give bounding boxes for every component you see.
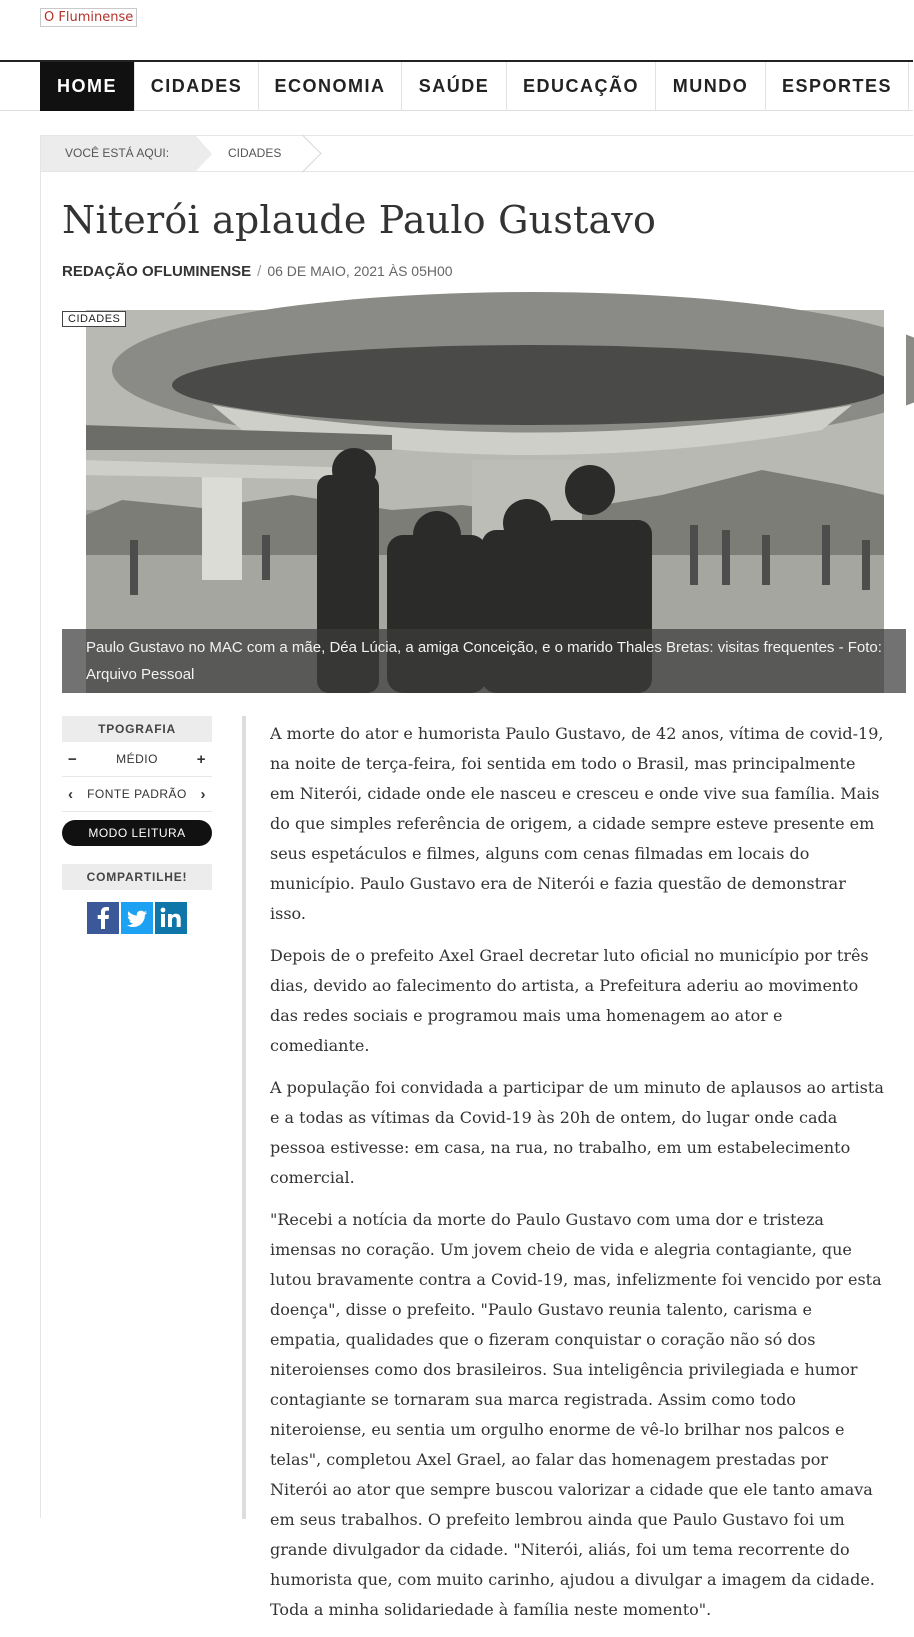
page-title: Niterói aplaude Paulo Gustavo xyxy=(62,198,657,242)
breadcrumb-arrow xyxy=(303,136,321,171)
site-logo[interactable]: O Fluminense xyxy=(40,8,137,27)
article-paragraph: A população foi convidada a participar de um minuto de aplausos ao artista e a todas as vítimas da Covid-19 às 20h de ontem, do lugar onde cada pessoa estivesse: em casa, na rua, no trabalho, em um estabelecimento comercial. xyxy=(270,1078,884,1187)
reading-mode-button[interactable]: MODO LEITURA xyxy=(62,820,212,846)
prev-font-button[interactable]: ‹ xyxy=(68,786,74,803)
byline-separator: / xyxy=(257,263,262,280)
article-paragraph: "Recebi a notícia da morte do Paulo Gustavo com uma dor e tristeza imensas no coração. Um jovem cheio de vida e alegria contagiante, que lutou bravamente contra a Covid-19, mas, infelizmente foi vencido por esta doença", disse o prefeito. "Paulo Gustavo reunia talento, carisma e empatia, qualidades que o fizeram conquistar o coração não só dos niteroienses como dos brasileiros. Sua inteligência privilegiada e humor contagiante se tornaram sua marca registrada. Assim como todo niteroiense, eu sentia um orgulho enorme de vê-lo brilhar nos palcos e telas", completou Axel Grael, ao falar das homenagem prestadas por Niterói ao ator que sempre buscou valorizar a cidade que ele tanto amava em seus trabalhos. O prefeito lembrou ainda que Paulo Gustavo foi um grande divulgador da cidade. "Niterói, aliás, foi um tema recorrente do humorista que, com muito carinho, ajudou a divulgar a imagem da cidade. Toda a minha solidariedade à família neste momento". xyxy=(270,1210,882,1619)
nav-item-educacao[interactable]: EDUCAÇÃO xyxy=(507,62,656,111)
article-author[interactable]: REDAÇÃO OFLUMINENSE xyxy=(62,263,252,280)
main-nav xyxy=(0,60,913,111)
typography-heading: TPOGRAFIA xyxy=(62,716,212,742)
nav-item-home[interactable]: HOME xyxy=(40,62,135,111)
photo-caption: Paulo Gustavo no MAC com a mãe, Déa Lúcia, a amiga Conceição, e o marido Thales Bretas: visitas frequentes - Foto: Arquivo Pessoal xyxy=(62,629,906,693)
article-paragraph: A morte do ator e humorista Paulo Gustavo, de 42 anos, vítima de covid-19, na noite de terça-feira, foi sentida em todo o Brasil, mas principalmente em Niterói, cidade onde ele nasceu e cresceu e onde vive sua família. Mais do que simples referência de origem, a cidade sempre esteve presente em seus espetáculos e filmes, alguns com cenas filmadas em locais do município. Paulo Gustavo era de Niterói e fazia questão de demonstrar isso. xyxy=(270,724,884,923)
nav-item-mundo[interactable]: MUNDO xyxy=(656,62,766,111)
nav-item-saude[interactable]: SAÚDE xyxy=(402,62,507,111)
share-buttons xyxy=(62,902,212,934)
breadcrumb-prefix: VOCÊ ESTÁ AQUI: xyxy=(41,136,196,171)
breadcrumb-arrow xyxy=(196,136,212,171)
nav-item-esportes[interactable]: ESPORTES xyxy=(766,62,909,111)
share-heading: COMPARTILHE! xyxy=(62,864,212,890)
next-font-button[interactable]: › xyxy=(200,786,206,803)
increase-font-button[interactable]: + xyxy=(196,751,206,768)
article-container xyxy=(40,135,913,1619)
article-body xyxy=(270,719,884,1637)
article-date: 06 DE MAIO, 2021 ÀS 05H00 xyxy=(267,263,453,279)
breadcrumb-current[interactable]: CIDADES xyxy=(228,146,282,160)
article-byline xyxy=(62,263,453,280)
nav-item-cidades[interactable]: CIDADES xyxy=(135,62,259,111)
font-family-value: FONTE PADRÃO xyxy=(87,787,187,801)
sidebar xyxy=(62,716,212,934)
linkedin-icon[interactable] xyxy=(155,902,187,934)
font-size-control xyxy=(62,742,212,777)
font-size-value: MÉDIO xyxy=(116,752,158,766)
category-badge[interactable]: CIDADES xyxy=(62,311,126,327)
twitter-icon[interactable] xyxy=(121,902,153,934)
facebook-icon[interactable] xyxy=(87,902,119,934)
content-divider xyxy=(242,716,246,1519)
article-paragraph: Depois de o prefeito Axel Grael decretar luto oficial no município por três dias, devido ao falecimento do artista, a Prefeitura aderiu ao movimento das redes sociais e programou mais uma homenagem ao ator e comediante. xyxy=(270,946,869,1055)
nav-item-economia[interactable]: ECONOMIA xyxy=(259,62,402,111)
decrease-font-button[interactable]: − xyxy=(68,751,78,768)
breadcrumb xyxy=(41,136,914,172)
font-family-control xyxy=(62,777,212,812)
